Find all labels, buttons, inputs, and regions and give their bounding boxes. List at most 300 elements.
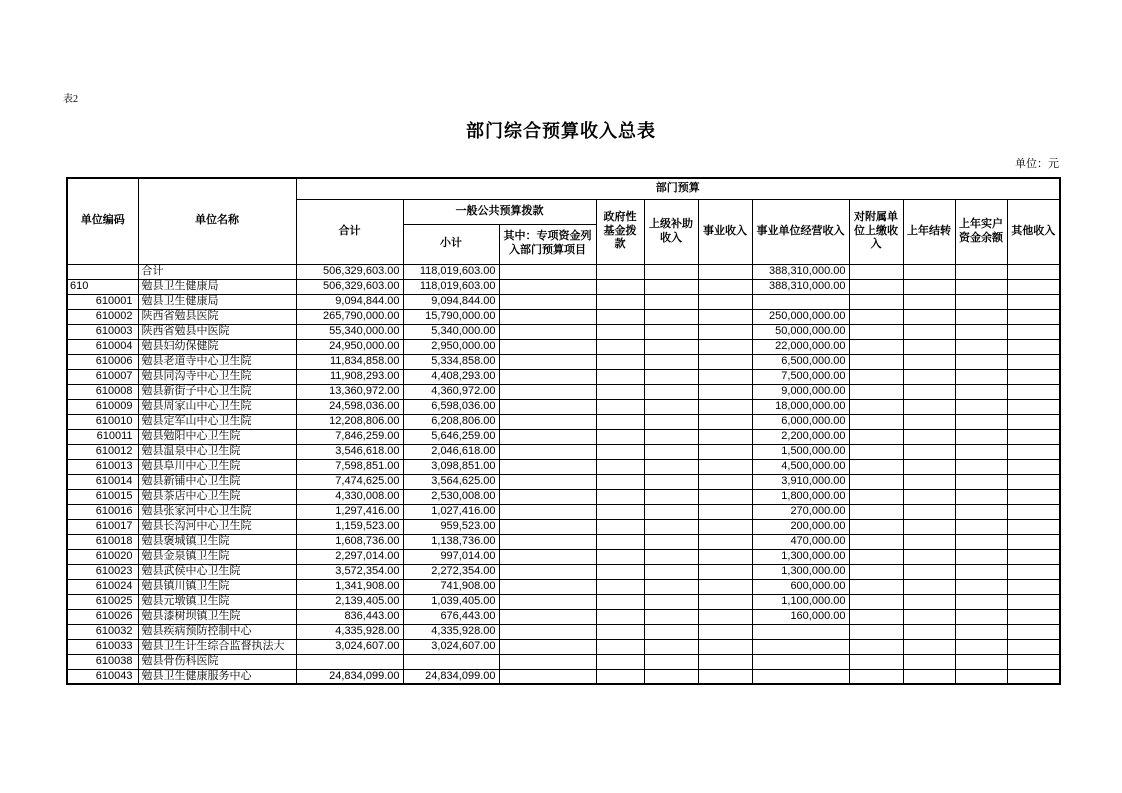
business-income-cell <box>698 489 752 504</box>
special-fund-cell <box>499 429 596 444</box>
unit-name-cell: 勉县定军山中心卫生院 <box>138 414 296 429</box>
special-fund-cell <box>499 339 596 354</box>
col-header-special-fund: 其中：专项资金列入部门预算项目 <box>499 224 596 264</box>
unit-code-cell: 610025 <box>67 594 138 609</box>
unit-code-cell: 610011 <box>67 429 138 444</box>
operating-income-cell <box>752 624 849 639</box>
unit-name-cell: 勉县镇川镇卫生院 <box>138 579 296 594</box>
table-row <box>67 639 1060 654</box>
unit-name-cell: 勉县张家河中心卫生院 <box>138 504 296 519</box>
special-fund-cell <box>499 414 596 429</box>
carryover-cell <box>903 489 955 504</box>
unit-name-cell: 勉县卫生健康服务中心 <box>138 669 296 684</box>
total-cell: 24,834,099.00 <box>296 669 403 684</box>
gov-fund-cell <box>596 564 644 579</box>
business-income-cell <box>698 339 752 354</box>
unit-name-cell: 陕西省勉县医院 <box>138 309 296 324</box>
total-cell: 55,340,000.00 <box>296 324 403 339</box>
operating-income-cell <box>752 639 849 654</box>
carryover-cell <box>903 279 955 294</box>
carryover-cell <box>903 609 955 624</box>
operating-income-cell <box>752 669 849 684</box>
business-income-cell <box>698 654 752 669</box>
col-header-dept-budget: 部门预算 <box>296 178 1060 199</box>
subtotal-cell: 1,039,405.00 <box>403 594 499 609</box>
unit-name-cell: 勉县茶店中心卫生院 <box>138 489 296 504</box>
other-income-cell <box>1007 654 1060 669</box>
subtotal-cell: 118,019,603.00 <box>403 279 499 294</box>
col-header-general-public-budget: 一般公共预算拨款 <box>403 199 596 224</box>
superior-subsidy-cell <box>644 624 698 639</box>
special-fund-cell <box>499 354 596 369</box>
unit-code-cell: 610008 <box>67 384 138 399</box>
superior-subsidy-cell <box>644 474 698 489</box>
prev-year-balance-cell <box>955 279 1007 294</box>
special-fund-cell <box>499 549 596 564</box>
col-header-remit-from-affiliates: 对附属单位上缴收入 <box>849 199 903 264</box>
special-fund-cell <box>499 264 596 279</box>
remit-from-affiliates-cell <box>849 429 903 444</box>
unit-name-cell: 勉县卫生健康局 <box>138 279 296 294</box>
carryover-cell <box>903 654 955 669</box>
business-income-cell <box>698 399 752 414</box>
unit-name-cell: 勉县疾病预防控制中心 <box>138 624 296 639</box>
subtotal-cell: 2,046,618.00 <box>403 444 499 459</box>
gov-fund-cell <box>596 324 644 339</box>
special-fund-cell <box>499 519 596 534</box>
unit-note: 单位：元 <box>1015 158 1059 170</box>
col-header-prev-year-actual-balance: 上年实户资金余额 <box>955 199 1007 264</box>
business-income-cell <box>698 564 752 579</box>
business-income-cell <box>698 549 752 564</box>
special-fund-cell <box>499 309 596 324</box>
operating-income-cell: 1,100,000.00 <box>752 594 849 609</box>
subtotal-cell: 3,024,607.00 <box>403 639 499 654</box>
gov-fund-cell <box>596 639 644 654</box>
carryover-cell <box>903 564 955 579</box>
prev-year-balance-cell <box>955 264 1007 279</box>
unit-name-cell: 勉县武侯中心卫生院 <box>138 564 296 579</box>
total-cell: 12,208,806.00 <box>296 414 403 429</box>
remit-from-affiliates-cell <box>849 279 903 294</box>
carryover-cell <box>903 429 955 444</box>
page-title: 部门综合预算收入总表 <box>466 121 656 141</box>
subtotal-cell: 15,790,000.00 <box>403 309 499 324</box>
table-row <box>67 579 1060 594</box>
subtotal-cell: 6,208,806.00 <box>403 414 499 429</box>
table-row <box>67 624 1060 639</box>
business-income-cell <box>698 324 752 339</box>
business-income-cell <box>698 429 752 444</box>
total-cell: 7,846,259.00 <box>296 429 403 444</box>
remit-from-affiliates-cell <box>849 504 903 519</box>
carryover-cell <box>903 354 955 369</box>
special-fund-cell <box>499 384 596 399</box>
remit-from-affiliates-cell <box>849 564 903 579</box>
subtotal-cell: 2,950,000.00 <box>403 339 499 354</box>
special-fund-cell <box>499 444 596 459</box>
superior-subsidy-cell <box>644 384 698 399</box>
table-row <box>67 459 1060 474</box>
other-income-cell <box>1007 384 1060 399</box>
total-cell: 2,139,405.00 <box>296 594 403 609</box>
operating-income-cell: 1,300,000.00 <box>752 564 849 579</box>
gov-fund-cell <box>596 414 644 429</box>
operating-income-cell: 250,000,000.00 <box>752 309 849 324</box>
business-income-cell <box>698 639 752 654</box>
table-row <box>67 369 1060 384</box>
gov-fund-cell <box>596 384 644 399</box>
prev-year-balance-cell <box>955 444 1007 459</box>
gov-fund-cell <box>596 519 644 534</box>
operating-income-cell: 160,000.00 <box>752 609 849 624</box>
unit-code-cell: 610043 <box>67 669 138 684</box>
remit-from-affiliates-cell <box>849 474 903 489</box>
operating-income-cell: 50,000,000.00 <box>752 324 849 339</box>
col-header-total: 合计 <box>296 199 403 264</box>
special-fund-cell <box>499 324 596 339</box>
other-income-cell <box>1007 549 1060 564</box>
operating-income-cell: 6,000,000.00 <box>752 414 849 429</box>
unit-code-cell: 610013 <box>67 459 138 474</box>
subtotal-cell <box>403 654 499 669</box>
carryover-cell <box>903 339 955 354</box>
col-header-unit-name: 单位名称 <box>138 178 296 264</box>
gov-fund-cell <box>596 444 644 459</box>
table-row <box>67 474 1060 489</box>
gov-fund-cell <box>596 429 644 444</box>
table-row <box>67 399 1060 414</box>
business-income-cell <box>698 669 752 684</box>
other-income-cell <box>1007 579 1060 594</box>
other-income-cell <box>1007 459 1060 474</box>
prev-year-balance-cell <box>955 564 1007 579</box>
gov-fund-cell <box>596 309 644 324</box>
other-income-cell <box>1007 474 1060 489</box>
subtotal-cell: 2,272,354.00 <box>403 564 499 579</box>
other-income-cell <box>1007 624 1060 639</box>
business-income-cell <box>698 609 752 624</box>
unit-code-cell: 610002 <box>67 309 138 324</box>
subtotal-cell: 4,408,293.00 <box>403 369 499 384</box>
other-income-cell <box>1007 324 1060 339</box>
gov-fund-cell <box>596 354 644 369</box>
operating-income-cell: 1,300,000.00 <box>752 549 849 564</box>
table-row <box>67 489 1060 504</box>
superior-subsidy-cell <box>644 429 698 444</box>
carryover-cell <box>903 549 955 564</box>
superior-subsidy-cell <box>644 339 698 354</box>
table-body <box>67 264 1060 684</box>
col-header-unit-code: 单位编码 <box>67 178 138 264</box>
subtotal-cell: 3,098,851.00 <box>403 459 499 474</box>
other-income-cell <box>1007 489 1060 504</box>
business-income-cell <box>698 369 752 384</box>
total-cell: 1,341,908.00 <box>296 579 403 594</box>
special-fund-cell <box>499 504 596 519</box>
prev-year-balance-cell <box>955 504 1007 519</box>
unit-name-cell: 陕西省勉县中医院 <box>138 324 296 339</box>
gov-fund-cell <box>596 594 644 609</box>
total-cell: 11,908,293.00 <box>296 369 403 384</box>
superior-subsidy-cell <box>644 489 698 504</box>
operating-income-cell <box>752 654 849 669</box>
other-income-cell <box>1007 534 1060 549</box>
remit-from-affiliates-cell <box>849 639 903 654</box>
total-cell: 3,024,607.00 <box>296 639 403 654</box>
unit-name-cell: 勉县阜川中心卫生院 <box>138 459 296 474</box>
total-cell: 1,297,416.00 <box>296 504 403 519</box>
special-fund-cell <box>499 474 596 489</box>
business-income-cell <box>698 504 752 519</box>
col-header-business-income: 事业收入 <box>698 199 752 264</box>
gov-fund-cell <box>596 294 644 309</box>
unit-name-cell: 勉县同沟寺中心卫生院 <box>138 369 296 384</box>
prev-year-balance-cell <box>955 324 1007 339</box>
business-income-cell <box>698 354 752 369</box>
total-cell: 265,790,000.00 <box>296 309 403 324</box>
superior-subsidy-cell <box>644 504 698 519</box>
operating-income-cell: 2,200,000.00 <box>752 429 849 444</box>
unit-name-cell: 勉县金泉镇卫生院 <box>138 549 296 564</box>
prev-year-balance-cell <box>955 534 1007 549</box>
unit-name-cell: 合计 <box>138 264 296 279</box>
carryover-cell <box>903 294 955 309</box>
subtotal-cell: 3,564,625.00 <box>403 474 499 489</box>
remit-from-affiliates-cell <box>849 354 903 369</box>
prev-year-balance-cell <box>955 624 1007 639</box>
special-fund-cell <box>499 624 596 639</box>
unit-code-cell: 610003 <box>67 324 138 339</box>
table-row <box>67 654 1060 669</box>
total-cell: 1,159,523.00 <box>296 519 403 534</box>
subtotal-cell: 9,094,844.00 <box>403 294 499 309</box>
other-income-cell <box>1007 594 1060 609</box>
gov-fund-cell <box>596 579 644 594</box>
col-header-subtotal: 小计 <box>403 224 499 264</box>
col-header-superior-subsidy: 上级补助收入 <box>644 199 698 264</box>
superior-subsidy-cell <box>644 669 698 684</box>
col-header-gov-fund: 政府性基金拨款 <box>596 199 644 264</box>
business-income-cell <box>698 519 752 534</box>
unit-code-cell: 610023 <box>67 564 138 579</box>
table-row <box>67 594 1060 609</box>
subtotal-cell: 5,646,259.00 <box>403 429 499 444</box>
col-header-other-income: 其他收入 <box>1007 199 1060 264</box>
total-cell: 3,546,618.00 <box>296 444 403 459</box>
other-income-cell <box>1007 294 1060 309</box>
total-cell: 4,335,928.00 <box>296 624 403 639</box>
budget-income-table <box>66 177 1061 685</box>
carryover-cell <box>903 324 955 339</box>
subtotal-cell: 997,014.00 <box>403 549 499 564</box>
superior-subsidy-cell <box>644 279 698 294</box>
remit-from-affiliates-cell <box>849 669 903 684</box>
carryover-cell <box>903 639 955 654</box>
subtotal-cell: 959,523.00 <box>403 519 499 534</box>
remit-from-affiliates-cell <box>849 444 903 459</box>
carryover-cell <box>903 504 955 519</box>
table-row <box>67 264 1060 279</box>
table-row <box>67 549 1060 564</box>
subtotal-cell: 6,598,036.00 <box>403 399 499 414</box>
remit-from-affiliates-cell <box>849 549 903 564</box>
carryover-cell <box>903 459 955 474</box>
special-fund-cell <box>499 669 596 684</box>
remit-from-affiliates-cell <box>849 294 903 309</box>
prev-year-balance-cell <box>955 519 1007 534</box>
operating-income-cell: 600,000.00 <box>752 579 849 594</box>
superior-subsidy-cell <box>644 534 698 549</box>
unit-code-cell: 610007 <box>67 369 138 384</box>
gov-fund-cell <box>596 624 644 639</box>
remit-from-affiliates-cell <box>849 609 903 624</box>
prev-year-balance-cell <box>955 639 1007 654</box>
carryover-cell <box>903 264 955 279</box>
gov-fund-cell <box>596 459 644 474</box>
business-income-cell <box>698 444 752 459</box>
superior-subsidy-cell <box>644 519 698 534</box>
other-income-cell <box>1007 264 1060 279</box>
subtotal-cell: 24,834,099.00 <box>403 669 499 684</box>
unit-code-cell: 610016 <box>67 504 138 519</box>
remit-from-affiliates-cell <box>849 519 903 534</box>
table-row <box>67 534 1060 549</box>
operating-income-cell: 9,000,000.00 <box>752 384 849 399</box>
unit-name-cell: 勉县漆树坝镇卫生院 <box>138 609 296 624</box>
prev-year-balance-cell <box>955 594 1007 609</box>
gov-fund-cell <box>596 474 644 489</box>
other-income-cell <box>1007 564 1060 579</box>
remit-from-affiliates-cell <box>849 654 903 669</box>
unit-name-cell: 勉县新街子中心卫生院 <box>138 384 296 399</box>
operating-income-cell: 18,000,000.00 <box>752 399 849 414</box>
total-cell: 836,443.00 <box>296 609 403 624</box>
unit-code-cell <box>67 264 138 279</box>
unit-name-cell: 勉县勉阳中心卫生院 <box>138 429 296 444</box>
table-row <box>67 384 1060 399</box>
superior-subsidy-cell <box>644 309 698 324</box>
prev-year-balance-cell <box>955 384 1007 399</box>
operating-income-cell: 270,000.00 <box>752 504 849 519</box>
table-row <box>67 279 1060 294</box>
total-cell: 9,094,844.00 <box>296 294 403 309</box>
total-cell: 3,572,354.00 <box>296 564 403 579</box>
remit-from-affiliates-cell <box>849 264 903 279</box>
prev-year-balance-cell <box>955 429 1007 444</box>
other-income-cell <box>1007 354 1060 369</box>
table-row <box>67 294 1060 309</box>
operating-income-cell: 200,000.00 <box>752 519 849 534</box>
table-row <box>67 444 1060 459</box>
superior-subsidy-cell <box>644 324 698 339</box>
special-fund-cell <box>499 594 596 609</box>
unit-code-cell: 610038 <box>67 654 138 669</box>
prev-year-balance-cell <box>955 369 1007 384</box>
subtotal-cell: 5,340,000.00 <box>403 324 499 339</box>
carryover-cell <box>903 369 955 384</box>
table-row <box>67 519 1060 534</box>
superior-subsidy-cell <box>644 294 698 309</box>
unit-code-cell: 610033 <box>67 639 138 654</box>
carryover-cell <box>903 444 955 459</box>
superior-subsidy-cell <box>644 459 698 474</box>
unit-code-cell: 610018 <box>67 534 138 549</box>
remit-from-affiliates-cell <box>849 489 903 504</box>
prev-year-balance-cell <box>955 654 1007 669</box>
unit-code-cell: 610009 <box>67 399 138 414</box>
other-income-cell <box>1007 444 1060 459</box>
total-cell: 7,598,851.00 <box>296 459 403 474</box>
table-row <box>67 669 1060 684</box>
carryover-cell <box>903 384 955 399</box>
other-income-cell <box>1007 429 1060 444</box>
prev-year-balance-cell <box>955 579 1007 594</box>
subtotal-cell: 4,335,928.00 <box>403 624 499 639</box>
table-row <box>67 354 1060 369</box>
business-income-cell <box>698 594 752 609</box>
special-fund-cell <box>499 564 596 579</box>
unit-name-cell: 勉县周家山中心卫生院 <box>138 399 296 414</box>
unit-code-cell: 610024 <box>67 579 138 594</box>
prev-year-balance-cell <box>955 294 1007 309</box>
gov-fund-cell <box>596 549 644 564</box>
total-cell: 24,950,000.00 <box>296 339 403 354</box>
total-cell: 11,834,858.00 <box>296 354 403 369</box>
unit-code-cell: 610017 <box>67 519 138 534</box>
subtotal-cell: 1,138,736.00 <box>403 534 499 549</box>
business-income-cell <box>698 414 752 429</box>
prev-year-balance-cell <box>955 549 1007 564</box>
subtotal-cell: 741,908.00 <box>403 579 499 594</box>
special-fund-cell <box>499 534 596 549</box>
operating-income-cell: 7,500,000.00 <box>752 369 849 384</box>
operating-income-cell: 1,800,000.00 <box>752 489 849 504</box>
gov-fund-cell <box>596 489 644 504</box>
superior-subsidy-cell <box>644 609 698 624</box>
prev-year-balance-cell <box>955 459 1007 474</box>
prev-year-balance-cell <box>955 414 1007 429</box>
business-income-cell <box>698 294 752 309</box>
total-cell: 506,329,603.00 <box>296 279 403 294</box>
business-income-cell <box>698 309 752 324</box>
total-cell: 24,598,036.00 <box>296 399 403 414</box>
other-income-cell <box>1007 309 1060 324</box>
other-income-cell <box>1007 369 1060 384</box>
subtotal-cell: 676,443.00 <box>403 609 499 624</box>
table-row <box>67 609 1060 624</box>
business-income-cell <box>698 279 752 294</box>
remit-from-affiliates-cell <box>849 369 903 384</box>
table-header <box>67 178 1060 264</box>
operating-income-cell: 388,310,000.00 <box>752 279 849 294</box>
subtotal-cell: 1,027,416.00 <box>403 504 499 519</box>
operating-income-cell: 22,000,000.00 <box>752 339 849 354</box>
carryover-cell <box>903 399 955 414</box>
prev-year-balance-cell <box>955 474 1007 489</box>
operating-income-cell: 3,910,000.00 <box>752 474 849 489</box>
operating-income-cell <box>752 294 849 309</box>
unit-name-cell: 勉县卫生计生综合监督执法大 <box>138 639 296 654</box>
business-income-cell <box>698 579 752 594</box>
special-fund-cell <box>499 399 596 414</box>
gov-fund-cell <box>596 339 644 354</box>
unit-code-cell: 610026 <box>67 609 138 624</box>
subtotal-cell: 2,530,008.00 <box>403 489 499 504</box>
table-row <box>67 414 1060 429</box>
gov-fund-cell <box>596 264 644 279</box>
business-income-cell <box>698 264 752 279</box>
